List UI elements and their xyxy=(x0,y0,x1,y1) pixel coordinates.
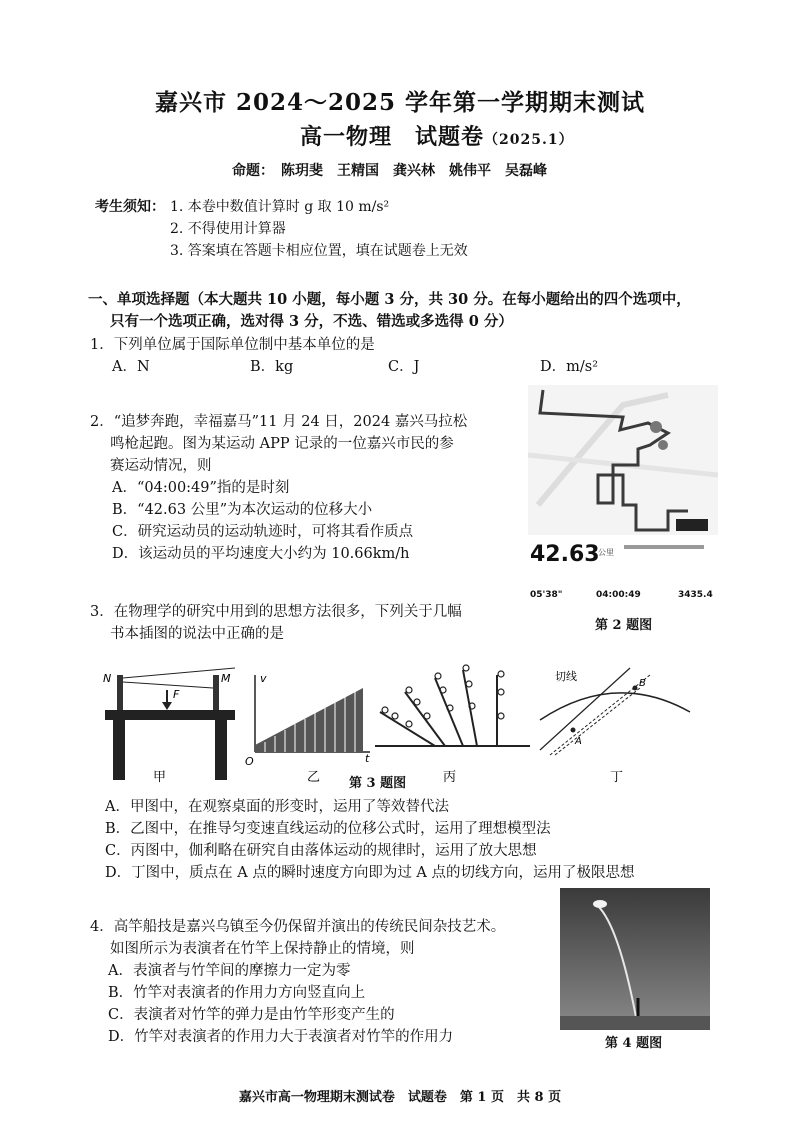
label-a: A xyxy=(575,736,582,747)
mirror-m-stand xyxy=(213,675,219,710)
q4-stem-line2: 如图所示为表演者在竹竿上保持静止的情境，则 xyxy=(110,941,415,957)
app-distance: 42.63 xyxy=(530,542,600,567)
app-distance-unit: 公里 xyxy=(598,548,614,557)
table-leg-right xyxy=(215,720,227,780)
q3-stem-line1: 3．在物理学的研究中用到的思想方法很多，下列关于几幅 xyxy=(90,604,462,620)
page-footer: 嘉兴市高一物理期末测试卷 试题卷 第 1 页 共 8 页 xyxy=(238,1090,562,1105)
q2-figure-caption: 第 2 题图 xyxy=(595,618,653,633)
q4-option-c: C．表演者对竹竿的弹力是由竹竿形变产生的 xyxy=(108,1007,395,1023)
performer xyxy=(593,900,607,908)
app-duration: 04:00:49 xyxy=(596,590,641,600)
exam-subtitle xyxy=(300,120,574,151)
app-calories: 3435.4 xyxy=(678,590,713,600)
photo-ground xyxy=(560,1016,710,1030)
label-v: v xyxy=(260,672,267,685)
label-qiexian: 切线 xyxy=(555,670,577,683)
q2-option-c: C．研究运动员的运动轨迹时，可将其看作质点 xyxy=(112,524,414,540)
notice-item-1: 1. 本卷中数值计算时 g 取 10 m/s² xyxy=(170,199,390,215)
section-heading-line2: 只有一个选项正确，选对得 3 分，不选、错选或多选得 0 分） xyxy=(110,313,513,330)
map-label-block xyxy=(676,519,708,531)
mirror-n-stand xyxy=(117,675,123,710)
label-t: t xyxy=(365,752,370,765)
app-date-bar xyxy=(624,545,704,549)
notice-item-2: 2. 不得使用计算器 xyxy=(170,221,286,237)
section-heading-line1: 一、单项选择题（本大题共 10 小题，每小题 3 分，共 30 分。在每小题给出的四个选项中， xyxy=(88,291,691,308)
notice-item-3: 3. 答案填在答题卡相应位置，填在试题卷上无效 xyxy=(170,243,468,259)
q2-stem-line2: 鸣枪起跑。图为某运动 APP 记录的一位嘉兴市民的参 xyxy=(110,436,454,452)
label-f: F xyxy=(173,688,180,701)
ding-point-a xyxy=(571,728,576,733)
q2-option-d: D．该运动员的平均速度大小约为 10.66km/h xyxy=(112,546,410,562)
label-m: M xyxy=(221,672,231,685)
ding-tangent-line xyxy=(540,668,630,750)
q4-option-d: D．竹竿对表演者的作用力大于表演者对竹竿的作用力 xyxy=(108,1029,454,1045)
q4-figure-caption: 第 4 题图 xyxy=(605,1036,663,1051)
figure-bing xyxy=(375,665,530,785)
table-leg-left xyxy=(113,720,125,780)
incline-2 xyxy=(405,692,445,746)
q4-option-a: A．表演者与竹竿间的摩擦力一定为零 xyxy=(108,963,351,979)
q4-option-b: B．竹竿对表演者的作用力方向竖直向上 xyxy=(108,985,366,1001)
q4-stem-line1: 4．高竿船技是嘉兴乌镇至今仍保留并演出的传统民间杂技艺术。 xyxy=(90,919,506,935)
q3-figure-caption: 第 3 题图 xyxy=(349,776,407,791)
exam-title: 嘉兴市 2024～2025 学年第一学期期末测试 xyxy=(154,89,646,116)
q3-stem-line2: 书本插图的说法中正确的是 xyxy=(110,626,284,642)
ding-point-b xyxy=(633,686,638,691)
q1-option-b: B．kg xyxy=(250,359,294,375)
label-jia: 甲 xyxy=(153,770,167,785)
q3-option-a: A．甲图中，在观察桌面的形变时，运用了等效替代法 xyxy=(105,799,449,815)
q1-stem: 1．下列单位属于国际单位制中基本单位的是 xyxy=(90,337,375,353)
q2-option-b: B．“42.63 公里”为本次运动的位移大小 xyxy=(112,502,373,518)
incline-1 xyxy=(380,712,435,746)
q1-option-d: D．m/s² xyxy=(540,359,599,375)
table-top xyxy=(105,710,235,720)
label-o: O xyxy=(245,755,254,768)
route-start-marker xyxy=(650,421,662,433)
q3-option-b: B．乙图中，在推导匀变速直线运动的位移公式时，运用了理想模型法 xyxy=(105,821,551,837)
figure-ding xyxy=(540,668,690,785)
q4-photo xyxy=(560,888,710,1030)
figure-jia xyxy=(103,668,235,785)
route-end-marker xyxy=(658,440,668,450)
exam-date: （2025.1） xyxy=(484,132,574,148)
light-ray-2 xyxy=(123,682,213,688)
q1-option-c: C．J xyxy=(388,359,420,375)
incline-3 xyxy=(435,678,463,746)
q2-stem-line3: 赛运动情况，则 xyxy=(110,458,212,474)
label-n: N xyxy=(103,672,112,685)
q2-app-figure xyxy=(528,385,718,605)
notice-label: 考生须知： xyxy=(95,199,165,215)
q3-option-d: D．丁图中，质点在 A 点的瞬时速度方向即为过 A 点的切线方向，运用了极限思想 xyxy=(105,865,635,881)
q2-stem-line1: 2．“追梦奔跑，幸福嘉马”11 月 24 日，2024 嘉兴马拉松 xyxy=(90,414,468,430)
q2-option-a: A．“04:00:49”指的是时刻 xyxy=(112,480,290,496)
label-b: B xyxy=(639,678,646,689)
label-bing: 丙 xyxy=(443,770,457,785)
label-ding: 丁 xyxy=(610,770,624,785)
q1-option-a: A．N xyxy=(112,359,150,375)
app-pace: 05'38" xyxy=(530,590,563,600)
force-arrowhead xyxy=(162,702,172,710)
ding-curve xyxy=(540,693,690,720)
q3-option-c: C．丙图中，伽利略在研究自由落体运动的规律时，运用了放大思想 xyxy=(105,843,537,859)
authors-line: 命题： 陈玥斐 王精国 龚兴林 姚伟平 吴磊峰 xyxy=(232,163,547,179)
q3-figures xyxy=(95,650,725,790)
figure-yi xyxy=(245,672,370,785)
subtitle-text: 高一物理 试题卷 xyxy=(300,124,485,150)
yi-area xyxy=(255,688,363,752)
label-yi: 乙 xyxy=(307,770,321,785)
